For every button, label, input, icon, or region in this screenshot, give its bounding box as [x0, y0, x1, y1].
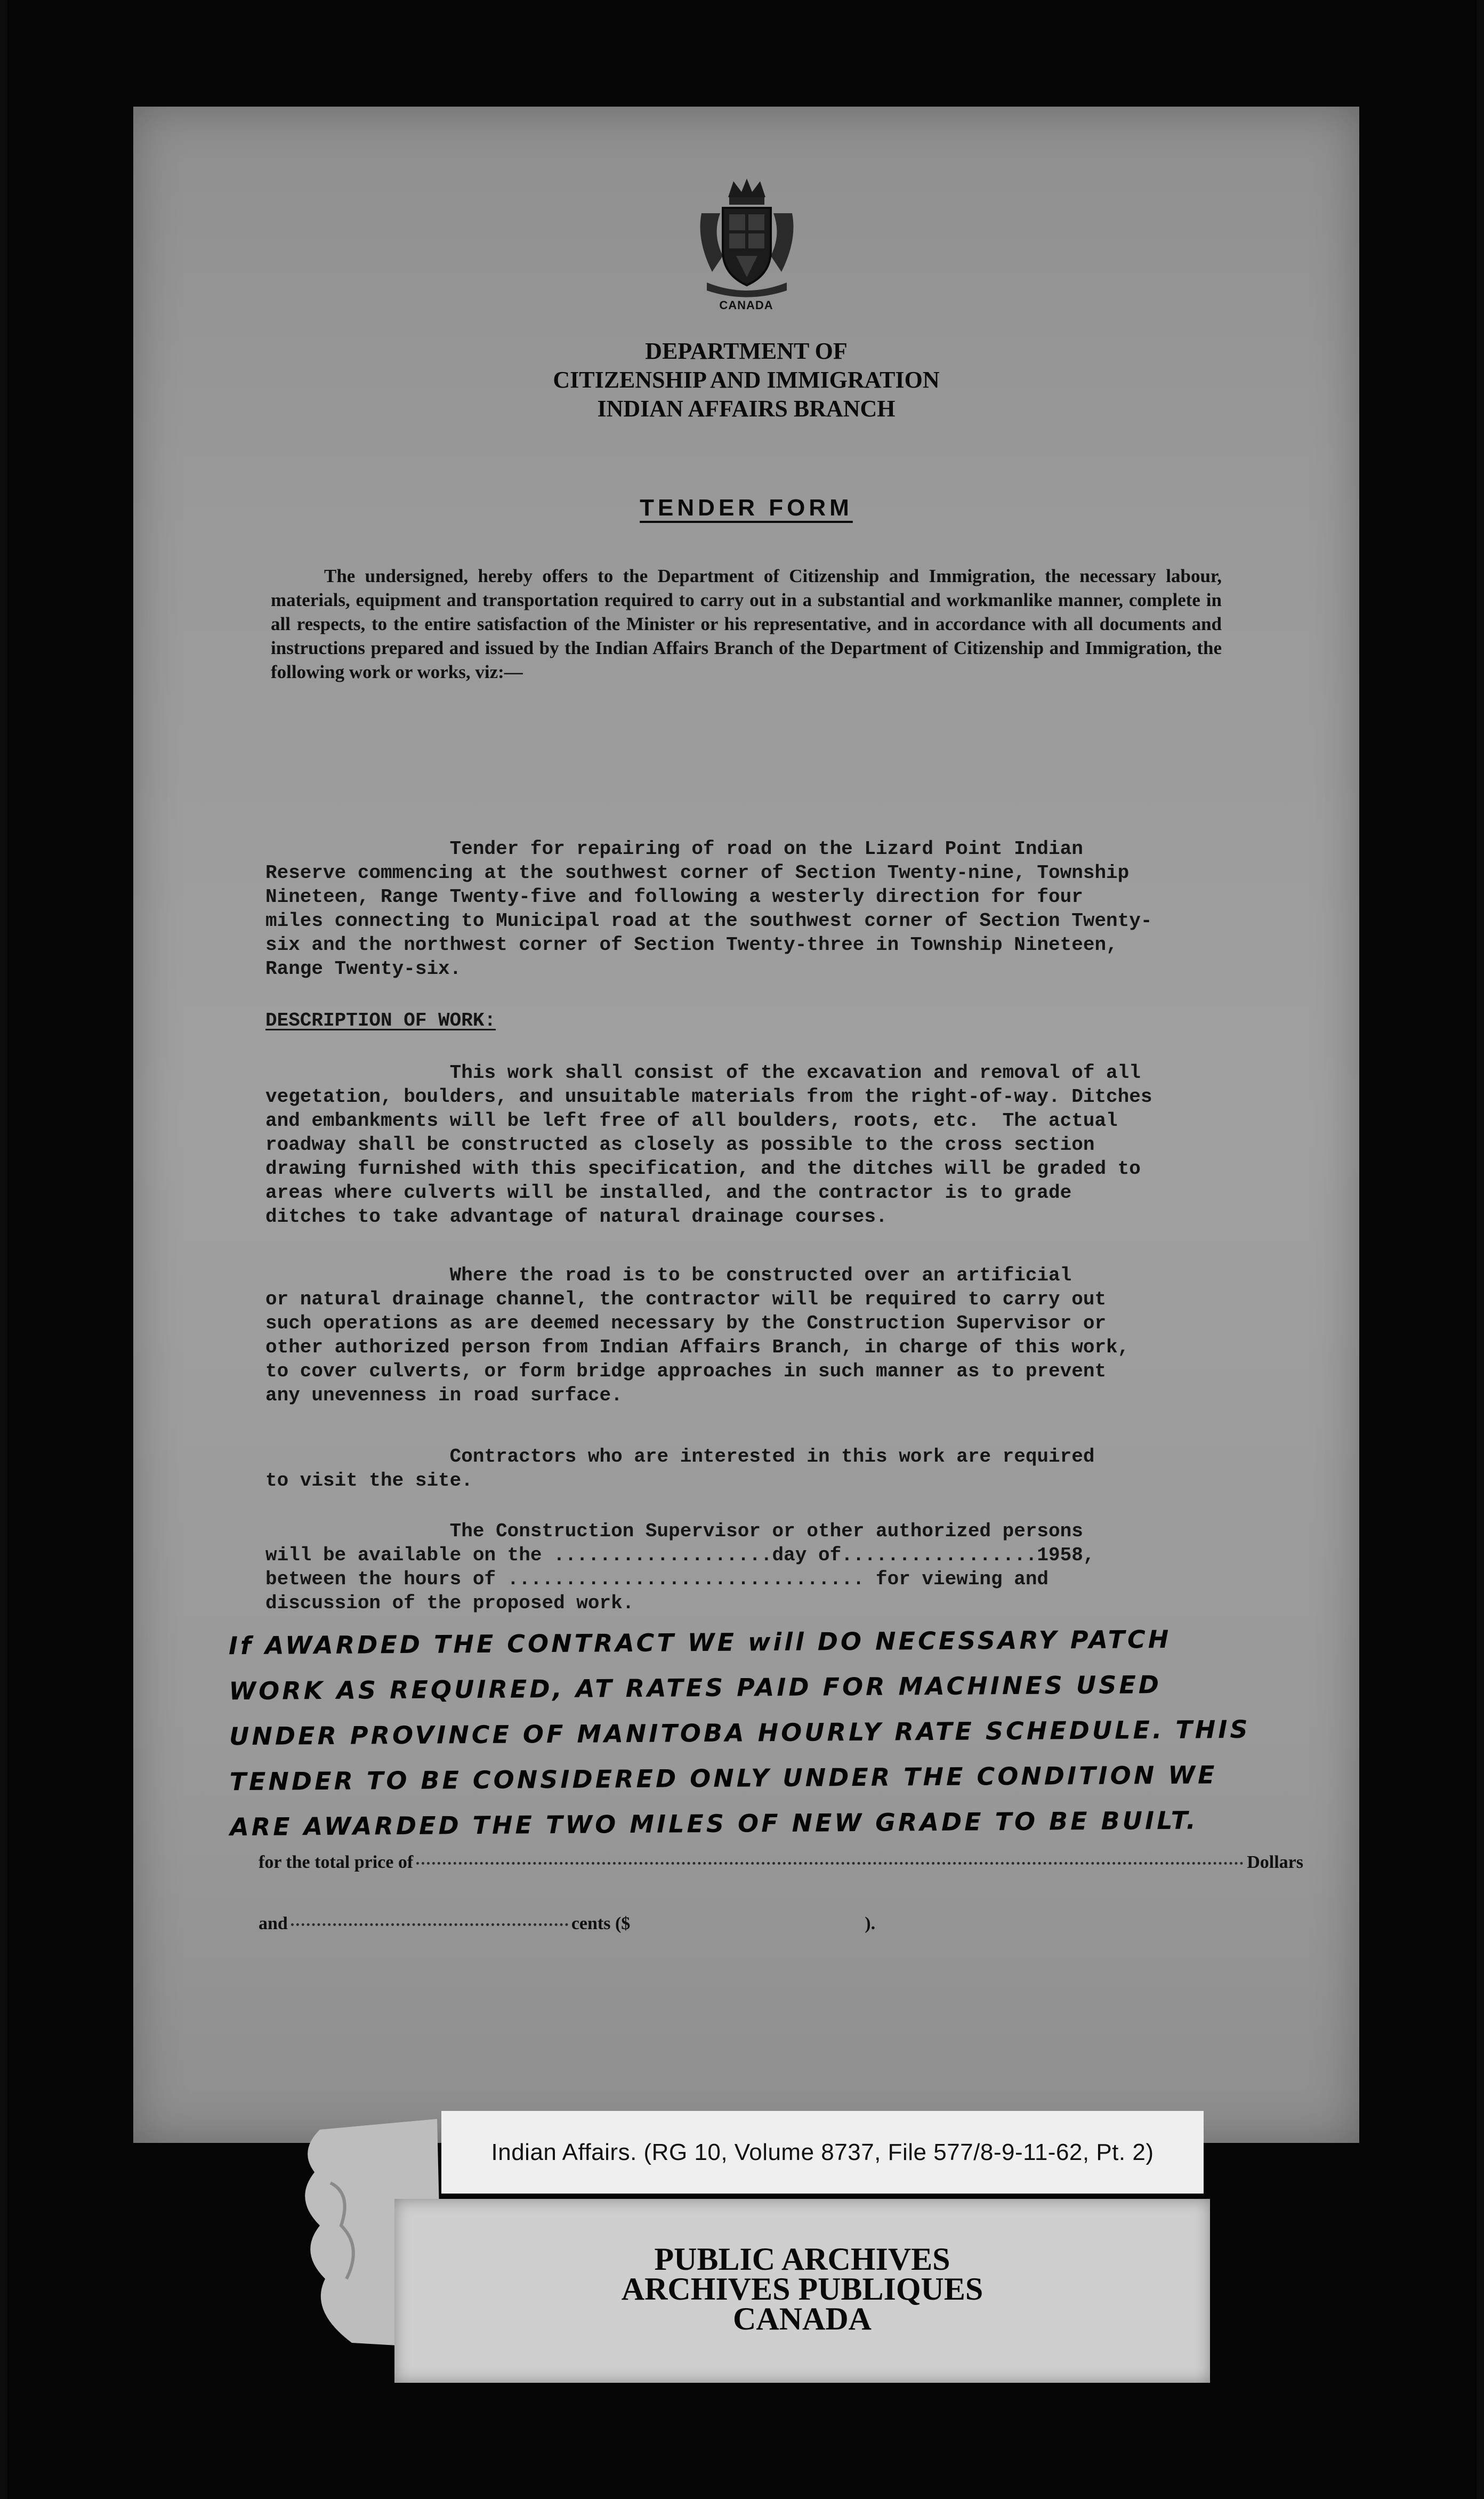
price-prefix: for the total price of [259, 1852, 414, 1872]
description-paragraph: This work shall consist of the excavation and removal of all vegetation, boulders, and unsuitable materials from the right-of-way. Ditches and embankments will be left free of all boulders, roots, etc. The actual roadway shall be constructed as closely as possible to the cross section drawing furnished with this specification, and the ditches will be graded to areas where culverts will be installed, and the contractor is to grade ditches to take advantage of natural drainage courses. [265, 1062, 1152, 1228]
total-price-line [259, 1852, 1303, 1873]
department-line: INDIAN AFFAIRS BRANCH [597, 396, 896, 422]
cents-blank [291, 1923, 568, 1926]
archive-caption-label [441, 2111, 1204, 2194]
coat-of-arms-icon [691, 176, 803, 304]
price-suffix: Dollars [1247, 1852, 1303, 1872]
description-paragraph: Where the road is to be constructed over an artificial or natural drainage channel, the contractor will be required to carry out such operations as are deemed necessary by the Construction Supervisor or other authorized person from Indian Affairs Branch, in charge of this work, to cover culverts, or form bridge approaches in such manner as to prevent any unevenness in road surface. [265, 1264, 1130, 1406]
archives-stamp-line: ARCHIVES PUBLIQUES [621, 2271, 983, 2307]
crest-caption: CANADA [719, 299, 773, 312]
department-heading [133, 337, 1359, 423]
description-paragraph: Contractors who are interested in this work are required to visit the site. [265, 1446, 1095, 1492]
department-line: DEPARTMENT OF [645, 338, 848, 364]
price-blank [416, 1862, 1244, 1865]
cents-line [259, 1914, 1303, 1934]
document-page [133, 107, 1359, 2143]
form-title: TENDER FORM [640, 495, 853, 521]
description-paragraph: The Construction Supervisor or other authorized persons will be available on the ...................day of.................1958, between the hours of ............................... for viewing and discussion of the proposed work. [265, 1520, 1095, 1614]
archives-stamp-line: CANADA [733, 2301, 872, 2336]
description-heading: DESCRIPTION OF WORK: [265, 1010, 496, 1031]
intro-paragraph: The undersigned, hereby offers to the Department of Citizenship and Immigration, the necessary labour, materials, equipment and transportation required to carry out in a substantial and workmanlike manner, complete in all respects, to the entire satisfaction of the Minister or his representative, and in accordance with all documents and instructions prepared and issued by the Indian Affairs Branch of the Department of Citizenship and Immigration, the following work or works, viz:— [271, 566, 1222, 682]
film-edge-left [0, 0, 7, 2499]
archives-stamp-line: PUBLIC ARCHIVES [654, 2242, 950, 2277]
department-line: CITIZENSHIP AND IMMIGRATION [553, 367, 940, 393]
cents-mid: cents ($ [571, 1914, 631, 1933]
archive-caption: Indian Affairs. (RG 10, Volume 8737, File 577/8-9-11-62, Pt. 2) [491, 2139, 1154, 2165]
tender-description: Tender for repairing of road on the Lizard Point Indian Reserve commencing at the southwest corner of Section Twenty-nine, Township Nineteen, Range Twenty-five and following a westerly direction for four miles connecting to Municipal road at the southwest corner of Section Twenty- six and the northwest corner of Section Twenty-three in Township Nineteen, Range Twenty-six. [265, 838, 1152, 980]
cents-prefix: and [259, 1914, 288, 1933]
archives-stamp [394, 2199, 1210, 2383]
film-edge-right [1477, 0, 1484, 2499]
cents-end: ). [865, 1914, 876, 1933]
handwritten-note: If AWARDED THE CONTRACT WE will DO NECESSARY PATCH WORK AS REQUIRED, AT RATES PAID FOR MACHINES USED UNDER PROVINCE OF MANITOBA HOURLY RATE SCHEDULE. THIS TENDER TO BE CONSIDERED ONLY UNDER THE CONDITION WE ARE AWARDED THE TWO MILES OF NEW GRADE TO BE BUILT. [228, 1624, 1251, 1842]
